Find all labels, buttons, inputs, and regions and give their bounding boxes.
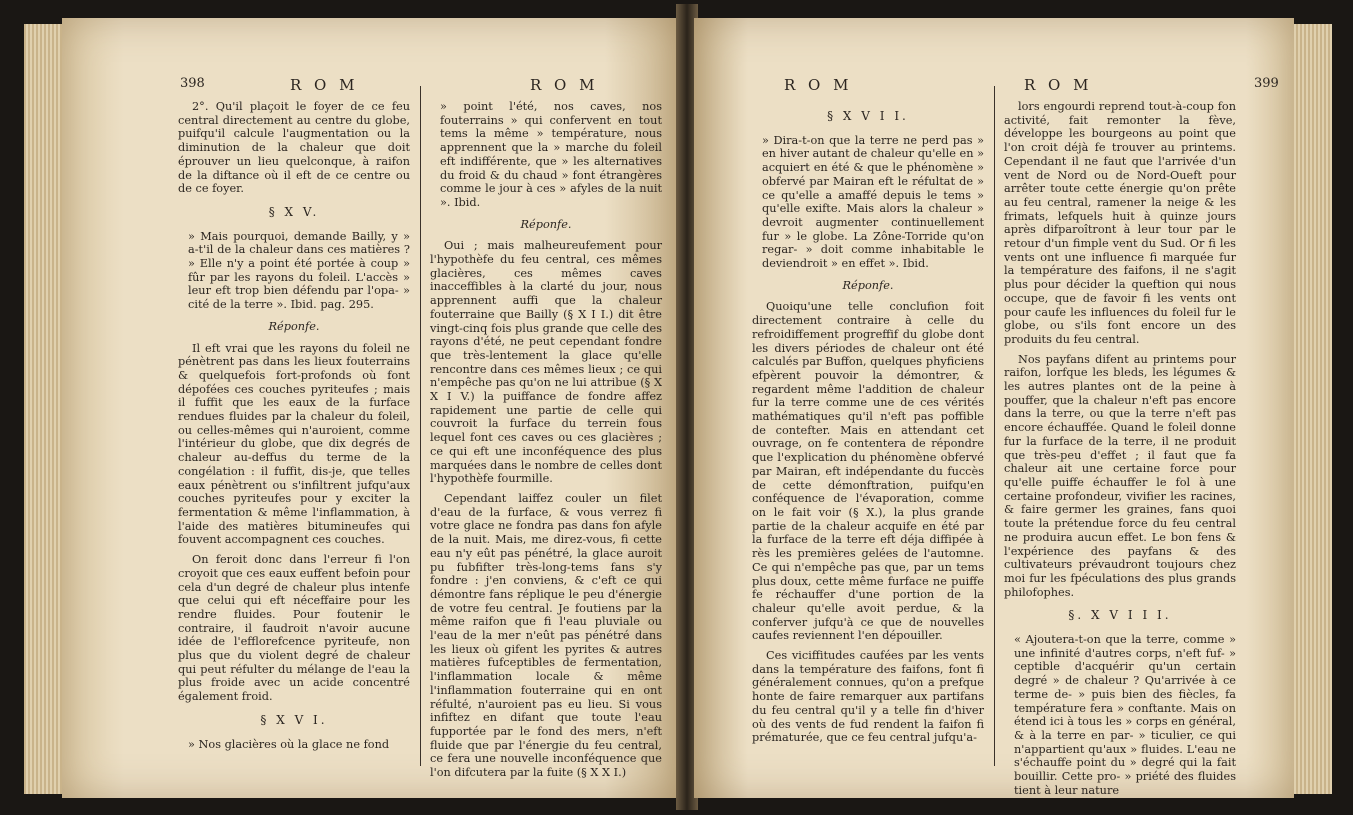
open-book (14, 4, 1340, 810)
quotation: » point l'été, nos caves, nos fouterrains » qui confervent en tout tems la même » température, nous apprennent que la » marche du foleil eft indifférente, que » les alternatives du froid & du chaud » font étrangères comme le jour à ces » afyles de la nuit ». Ibid. (440, 100, 662, 209)
page-number: 398 (180, 76, 205, 91)
running-head: R O M (290, 76, 359, 94)
paragraph: lors engourdi reprend tout-à-coup fon activité, fait remonter la fève, développe les bourgeons au point que l'on croit déjà fe trouver au printems. Cependant il ne faut que l'arrivée d'un vent de Nord ou de Nord-Oueft pour arrêter toute cette énergie qu'on prête au feu central, ramener la neige & les frimats, lefquels huit à quinze jours après difparoîtront à leur tour par le retour d'un fimple vent du Sud. Or fi les vents ont une influence fi marquée fur la température des faifons, il ne s'agit plus pour décider la queftion qui nous occupe, que de favoir fi les vents ont pour caufe les influences du foleil fur le globe, ou s'ils font encore un des produits du feu central. (1004, 100, 1236, 346)
page-number: 399 (1254, 76, 1279, 91)
quotation: » Mais pourquoi, demande Bailly, y » a-t'il de la chaleur dans ces matières ? » Elle n'y a point été portée à coup » fûr par les rayons du foleil. L'accès » leur eft trop bien défendu par l'opa- » cité de la terre ». Ibid. pag. 295. (188, 229, 410, 312)
paragraph: Cependant laiffez couler un filet d'eau de la furface, & vous verrez fi votre glace ne fondra pas dans fon afyle de la nuit. Mais, me direz-vous, fi cette eau n'y eût pas pénétré, la glace auroit pu fubfifter très-long-tems fans s'y fondre : j'en conviens, & c'eft ce qui démontre fans réplique le peu d'énergie de votre feu central. Je foutiens par la même raifon que fi l'eau pluviale ou l'eau de la mer n'eût pas pénétré dans les lieux où gifent les pyrites & autres matières fufceptibles de fermentation, l'inflammation locale & même l'inflammation fouterraine qui en ont réfulté, n'auroient pas eu lieu. Si vous infiftez en difant que toute l'eau fupportée par le fond des mers, n'eft fluide que par l'énergie du feu central, ce fera une nouvelle inconféquence que l'on difcutera par la fuite (§ X X I.) (430, 491, 662, 780)
right-page-edges (1292, 24, 1332, 794)
paragraph: Oui ; mais malheureufement pour l'hypothèfe du feu central, ces mêmes glacières, ces mêmes caves inacceffibles à la clarté du jour, nous apprennent auffi que la chaleur fouterraine que Bailly (§ X I I.) dit être vingt-cinq fois plus grande que celle des rayons d'été, ne peut cependant fondre que très-lentement la glace qu'elle rencontre dans ces mêmes lieux ; ce qui n'empêche pas qu'on ne lui attribue (§ X X I V.) la puiffance de fondre affez rapidement une partie de celle qui couvroit la furface du terrein fous lequel font ces caves ou ces glacières ; ce qui eft une inconféquence des plus marquées dans le nombre de celles dont l'hypothèfe fourmille. (430, 239, 662, 486)
section-heading: § X V I I. (827, 109, 909, 123)
text-column-right (1004, 100, 1236, 798)
paragraph: 2°. Qu'il plaçoit le foyer de ce feu central directement au centre du globe, puifqu'il calcule l'augmentation ou la diminution de la chaleur que doit éprouver un lieu quelconque, à raifon de la diftance où il eft de ce centre ou de ce foyer. (178, 100, 410, 196)
running-head: R O M (784, 76, 853, 94)
running-head: R O M (530, 76, 599, 94)
reponse-heading: Réponfe. (268, 319, 320, 333)
section-heading: § X V I. (260, 712, 328, 727)
paragraph: Il eft vrai que les rayons du foleil ne pénètrent pas dans les lieux fouterrains & quelquefois fort-profonds où font dépofées ces couches pyriteufes ; mais il fuffit que les eaux de la furface rendues fluides par la chaleur du foleil, ou celles-mêmes qui n'auroient, comme l'intérieur du globe, que dix degrés de chaleur au-deffus du terme de la congélation : il fuffit, dis-je, que telles eaux pénètrent ou s'infiltrent jufqu'aux couches pyriteufes pour y exciter la fermentation & même l'inflammation, à l'aide des matières bitumineufes qui fouvent accompagnent ces couches. (178, 341, 410, 547)
right-page (694, 18, 1294, 798)
quotation: » Nos glacières où la glace ne fond (188, 737, 390, 751)
section-heading: §. X V I I I. (1068, 608, 1172, 623)
column-rule (420, 86, 421, 766)
paragraph: Ces viciffitudes caufées par les vents dans la température des faifons, font fi généralement connues, qu'on a prefque honte de faire remarquer aux partifans du feu central qu'il y a telle fin d'hiver où des vents de fud rendent la faifon fi prématurée, que ce feu central jufqu'a- (752, 649, 984, 745)
running-head: R O M (1024, 76, 1093, 94)
text-column-left (178, 100, 410, 757)
section-heading: § X V. (268, 204, 320, 219)
quotation: « Ajoutera-t-on que la terre, comme » une infinité d'autres corps, n'eft fuf- » ceptible d'acquérir qu'un certain degré » de chaleur ? Qu'arrivée à ce terme de- » puis bien des fiècles, fa température fera » conftante. Mais on étend ici à tous les » corps en général, & à la terre en par- » ticulier, ce qui n'appartient qu'aux » fluides. L'eau ne s'échauffe point du » degré qui la fait bouillir. Cette pro- » priété des fluides tient à leur nature (1014, 633, 1236, 797)
paragraph: Nos payfans difent au printems pour raifon, lorfque les bleds, les légumes & les autres plantes ont de la peine à pouffer, que la chaleur n'eft pas encore dans la terre, ou que la terre n'eft pas encore échauffée. Quand le foleil donne fur la furface de la terre, il ne produit que très-peu d'effet ; il faut que fa chaleur ait une certaine force pour qu'elle puiffe échauffer le fol à une certaine profondeur, vivifier les racines, & faire germer les graines, fans quoi toute la prétendue force du feu central ne produira aucun effet. Le bon fens & l'expérience des payfans & des cultivateurs prévaudront toujours chez moi fur les fpéculations des plus grands philofophes. (1004, 352, 1236, 599)
column-rule (994, 86, 995, 766)
reponse-heading: Réponfe. (520, 217, 572, 231)
quotation: » Dira-t-on que la terre ne perd pas » en hiver autant de chaleur qu'elle en » acquiert en été & que le phénomène » obfervé par Mairan eft le réfultat de » ce qu'elle a amaffé depuis le tems » qu'elle exifte. Mais alors la chaleur » devroit augmenter continuellement fur » le globe. La Zône-Torride qu'on regar- » doit comme inhabitable le deviendroit » en effet ». Ibid. (762, 133, 984, 271)
left-page-edges (24, 24, 64, 794)
paragraph: Quoiqu'une telle conclufion foit directement contraire à celle du refroidiffement progreffif du globe dont les divers périodes de chaleur ont été calculés par Buffon, quelques phyficiens efpèrent pouvoir la démontrer, & regardent même l'addition de chaleur fur la terre comme une de ces vérités mathématiques qu'il n'eft pas poffible de contefter. Mais en attendant cet ouvrage, on fe contentera de répondre que l'explication du phénomène obfervé par Mairan, eft indépendante du fuccès de cette démonftration, puifqu'en conféquence de l'évaporation, comme on le fait voir (§ X.), la plus grande partie de la chaleur acquife en été par la furface de la terre eft déja diffipée à rès les premières gelées de l'automne. Ce qui n'empêche pas que, par un tems plus doux, cette même furface ne puiffe fe réchauffer d'une portion de la chaleur qu'elle avoit perdue, & la conferver jufqu'à ce que de nouvelles caufes reviennent l'en dépouiller. (752, 300, 984, 643)
text-column-left (752, 100, 984, 751)
left-page (62, 18, 679, 798)
text-column-right (430, 100, 662, 786)
paragraph: On feroit donc dans l'erreur fi l'on croyoit que ces eaux euffent befoin pour cela d'un degré de chaleur plus intenfe que celui qui eft néceffaire pour les rendre fluides. Pour foutenir le contraire, il faudroit n'avoir aucune idée de l'efflorefcence pyriteufe, non plus que du violent degré de chaleur qui peut réfulter du mélange de l'eau la plus froide avec un acide concentré également froid. (178, 553, 410, 704)
reponse-heading: Réponfe. (842, 278, 894, 292)
